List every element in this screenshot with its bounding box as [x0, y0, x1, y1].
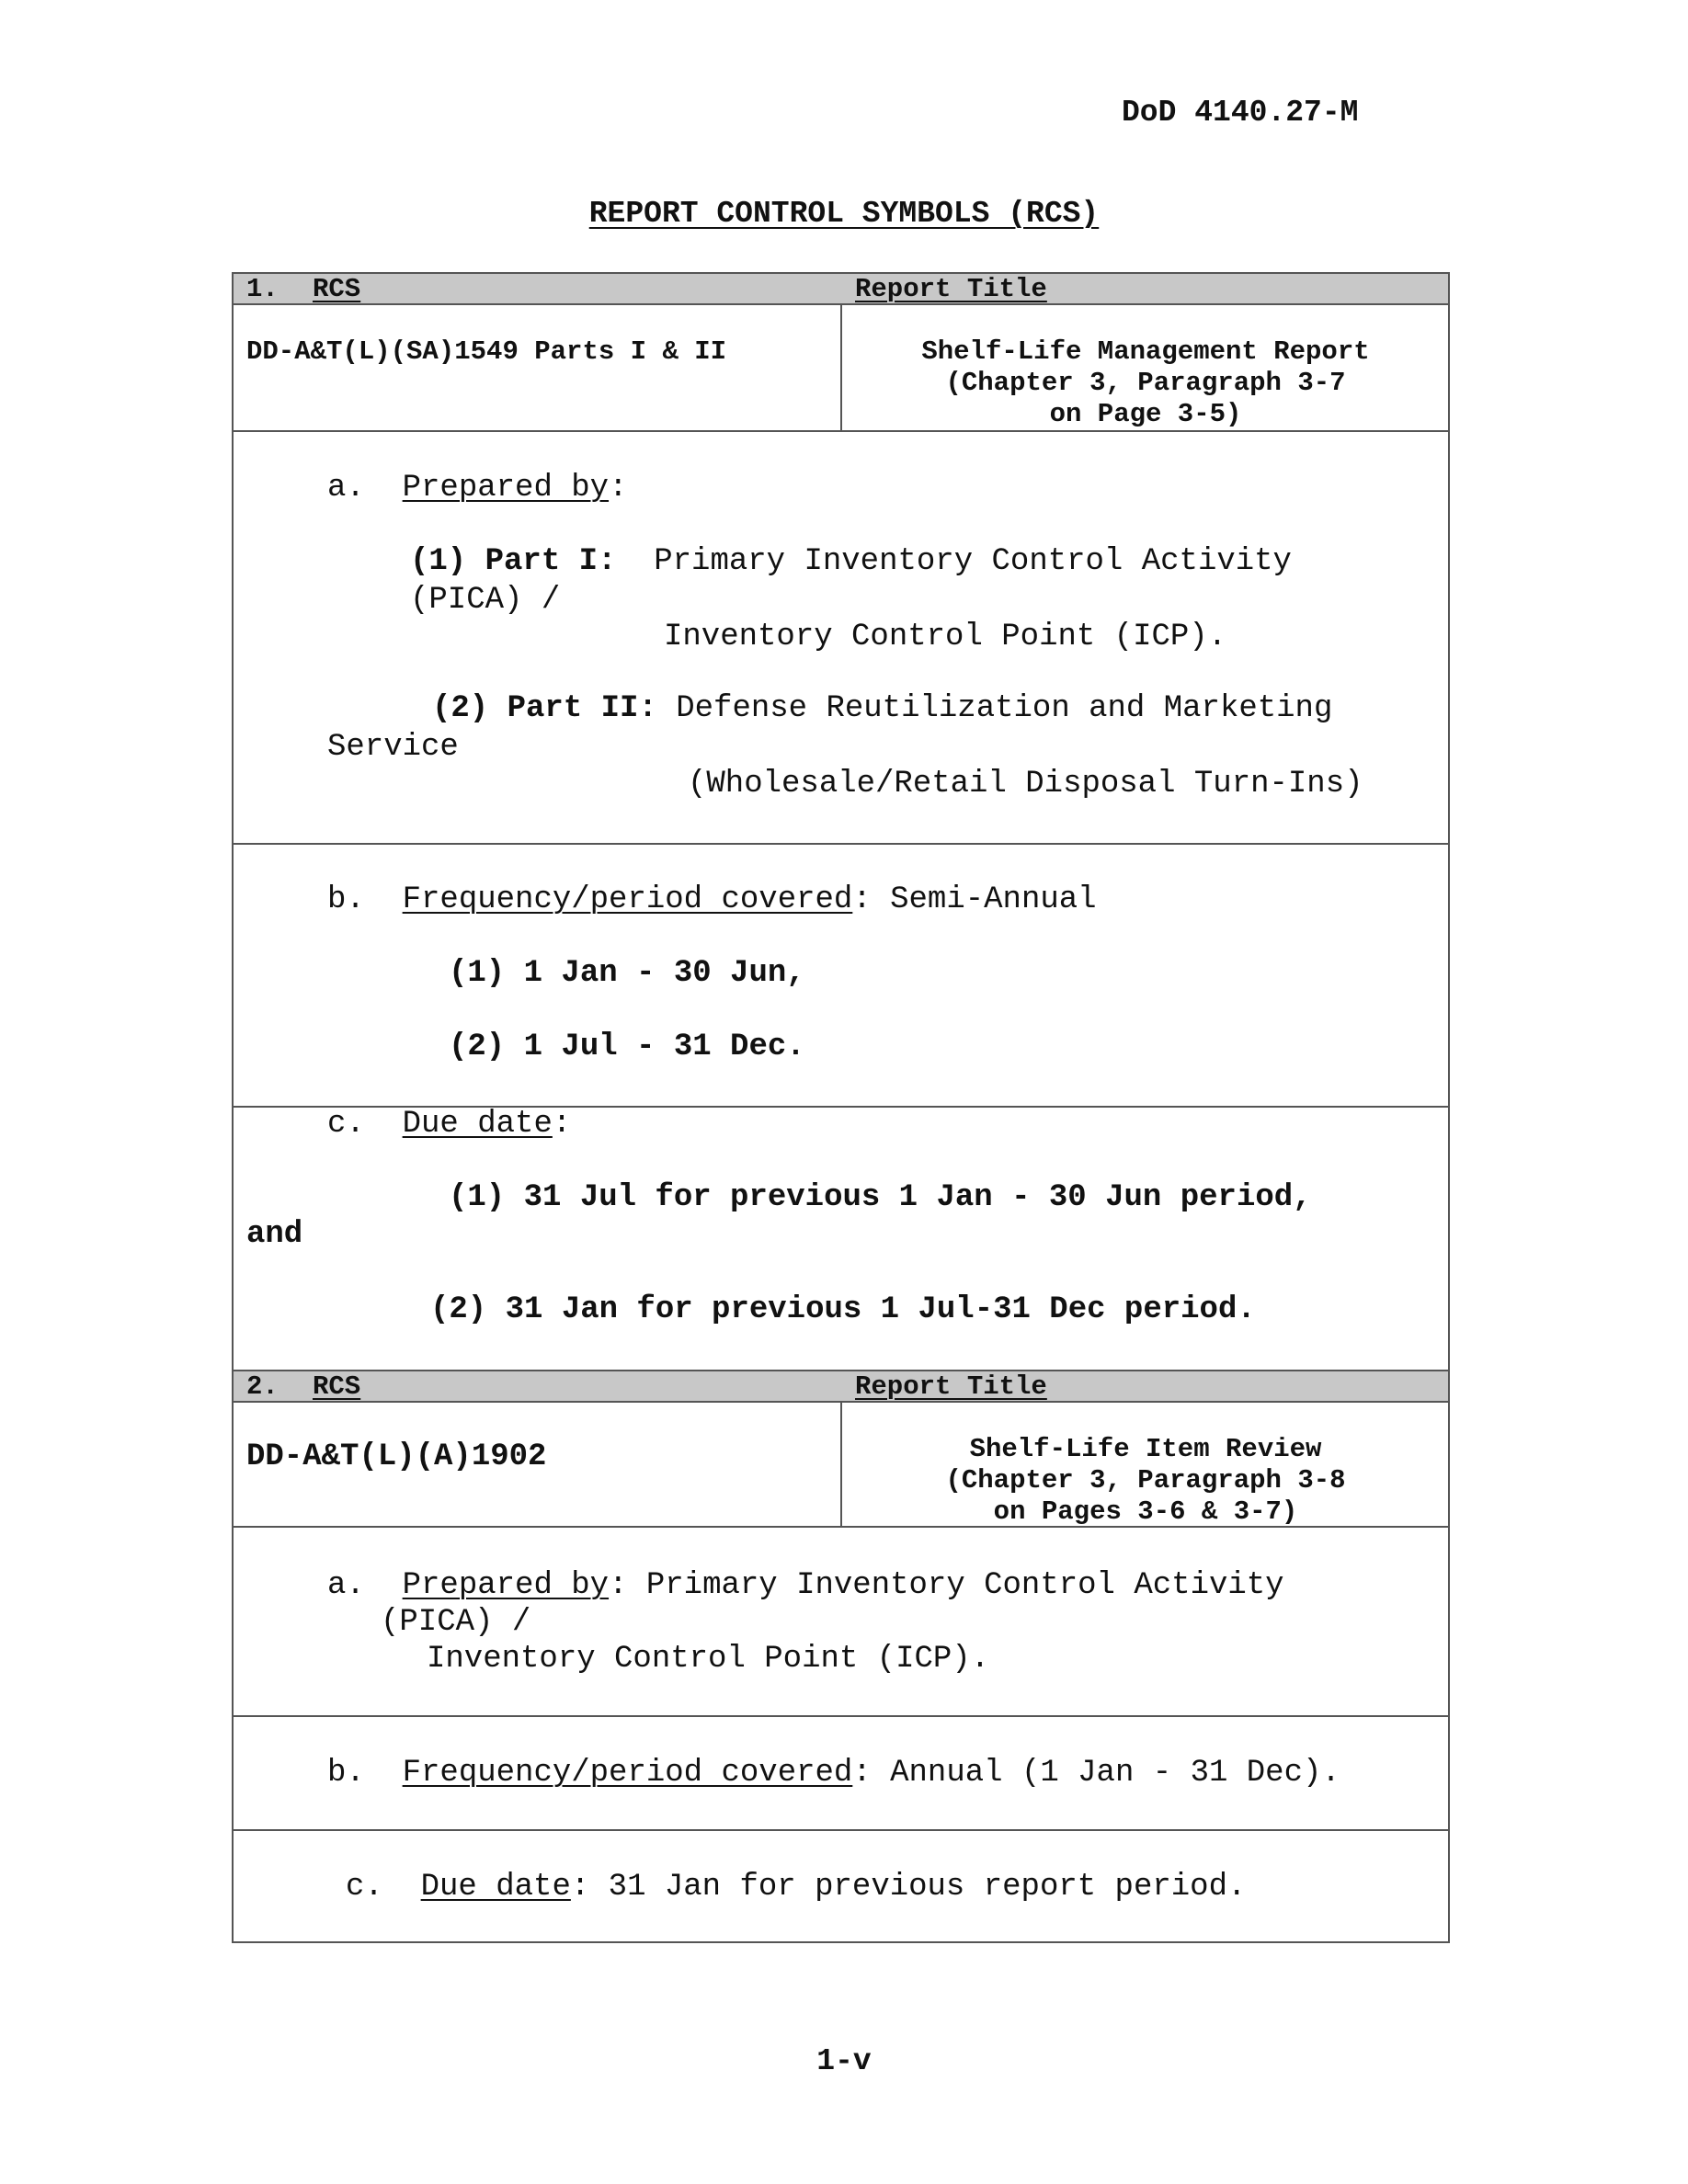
prepared-by-line-2: (PICA) / [381, 1605, 531, 1640]
report-title-line: (Chapter 3, Paragraph 3-8 [945, 1465, 1346, 1496]
report-title-line: on Pages 3-6 & 3-7) [993, 1496, 1298, 1527]
due-date-label: Due date [402, 1107, 553, 1142]
due-date-2 [346, 1870, 1246, 1905]
report-title-line: (Chapter 3, Paragraph 3-7 [945, 368, 1346, 398]
frequency-1 [327, 882, 1097, 917]
rcs-value-1: DD-A&T(L)(SA)1549 Parts I & II [246, 336, 727, 367]
report-title-line: Shelf-Life Management Report [921, 336, 1370, 367]
row-divider [232, 430, 1450, 432]
item-marker: c. [327, 1107, 365, 1142]
prepared-by-value: : Primary Inventory Control Activity [609, 1568, 1284, 1603]
report-title-header-2: Report Title [855, 1371, 1047, 1402]
prepared-by-label: Prepared by [402, 471, 610, 506]
due-date-item-1: (1) 31 Jul for previous 1 Jan - 30 Jun period, [449, 1180, 1312, 1215]
frequency-value: : Semi-Annual [852, 882, 1097, 917]
frequency-value: : Annual (1 Jan - 31 Dec). [852, 1756, 1340, 1791]
frequency-item-2: (2) 1 Jul - 31 Dec. [449, 1029, 805, 1064]
rcs-header-2: RCS [313, 1371, 361, 1402]
prepared-by-label: Prepared by [402, 1568, 610, 1603]
table-header-bar-1 [232, 272, 1450, 305]
part-1-label: (1) Part I: [410, 544, 617, 579]
item-marker: a. [327, 1568, 365, 1603]
row-divider [232, 1829, 1450, 1831]
page-number: 1-v [816, 2044, 872, 2078]
frequency-label: Frequency/period covered [402, 1756, 853, 1791]
part-2-text-line-3: (Wholesale/Retail Disposal Turn-Ins) [688, 767, 1363, 802]
table-header-bar-2 [232, 1370, 1450, 1403]
part-2-text-line-2: Service [327, 730, 459, 765]
due-date-1: c. Due date: [327, 1107, 572, 1142]
due-date-item-1-wrap: and [246, 1217, 303, 1252]
part-1-entry [410, 544, 1292, 579]
prepared-by-1: a. Prepared by: [327, 471, 628, 506]
rcs-value-2: DD-A&T(L)(A)1902 [246, 1439, 547, 1474]
report-title-1 [842, 336, 1449, 430]
part-2-entry [432, 691, 1332, 726]
prepared-by-line-3: Inventory Control Point (ICP). [427, 1642, 990, 1677]
due-date-item-2: (2) 31 Jan for previous 1 Jul-31 Dec period. [430, 1292, 1256, 1327]
part-2-text: Defense Reutilization and Marketing [676, 691, 1333, 726]
row-divider [232, 1715, 1450, 1717]
part-1-text-line-3: Inventory Control Point (ICP). [664, 620, 1227, 654]
report-title-line: Shelf-Life Item Review [969, 1434, 1322, 1464]
item-marker: a. [327, 471, 365, 506]
part-2-label: (2) Part II: [432, 691, 657, 726]
row-divider [232, 843, 1450, 845]
section-number-2: 2. [246, 1371, 279, 1402]
item-marker: c. [346, 1870, 383, 1905]
item-marker: b. [327, 1756, 365, 1791]
report-title-header-1: Report Title [855, 274, 1047, 304]
part-1-text: Primary Inventory Control Activity [654, 544, 1292, 579]
report-title-2 [842, 1434, 1449, 1528]
frequency-2 [327, 1756, 1340, 1791]
page-title: REPORT CONTROL SYMBOLS (RCS) [588, 197, 1100, 231]
frequency-label: Frequency/period covered [402, 882, 853, 917]
frequency-item-1: (1) 1 Jan - 30 Jun, [449, 956, 805, 991]
prepared-by-2 [327, 1568, 1284, 1603]
item-marker: b. [327, 882, 365, 917]
report-title-line: on Page 3-5) [1049, 399, 1242, 429]
document-id: DoD 4140.27-M [1122, 96, 1359, 130]
rcs-header-1: RCS [313, 274, 361, 304]
due-date-value: : 31 Jan for previous report period. [570, 1870, 1247, 1905]
part-1-text-line-2: (PICA) / [410, 583, 561, 618]
section-number-1: 1. [246, 274, 279, 304]
due-date-label: Due date [420, 1870, 571, 1905]
